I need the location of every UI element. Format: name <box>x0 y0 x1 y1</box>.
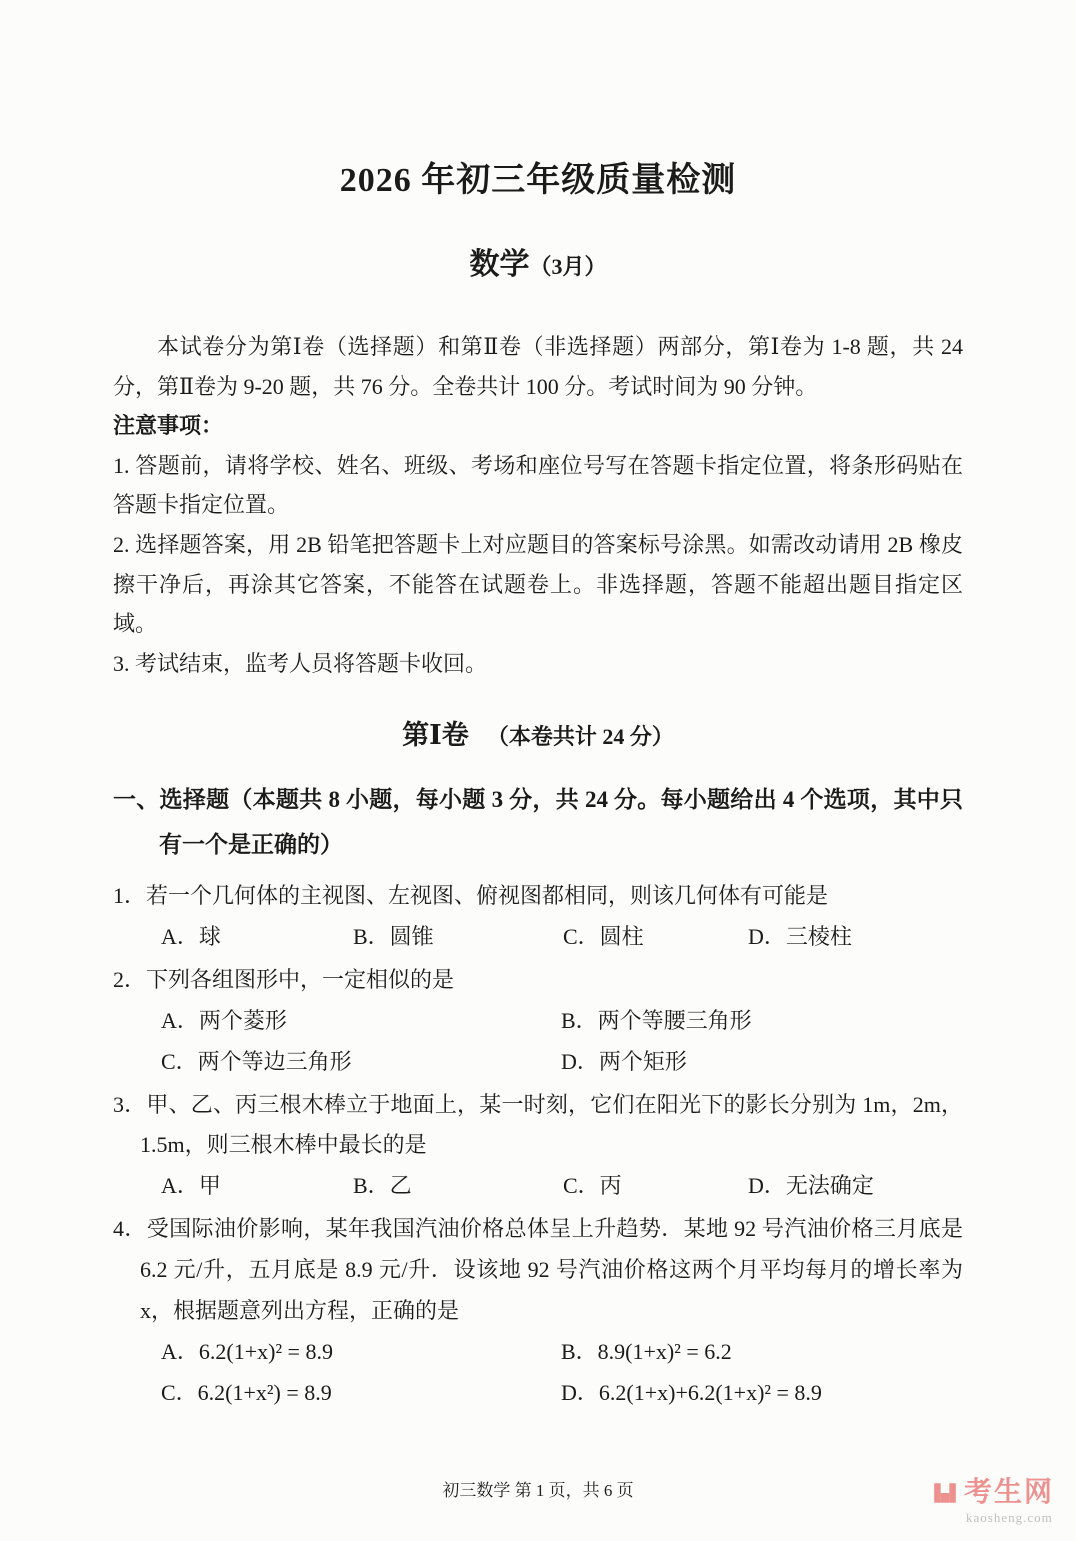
part1-label: 第Ⅰ卷 <box>402 720 469 751</box>
question-1-option-c: C．圆柱 <box>563 923 644 949</box>
question-1-options <box>113 917 963 958</box>
watermark-domain-text: kaosheng.com <box>965 1509 1053 1525</box>
watermark-brand-row <box>932 1478 1054 1509</box>
kaosheng-watermark <box>932 1478 1054 1525</box>
question-2-stem: 2．下列各组图形中，一定相似的是 <box>113 966 455 992</box>
notice-item-1: 1. 答题前，请将学校、姓名、班级、考场和座位号写在答题卡指定位置，将条形码贴在答题卡指定位置。 <box>113 452 963 518</box>
subject-month-note: （3月） <box>529 254 607 279</box>
kaosheng-logo-icon <box>932 1480 958 1506</box>
notice-item-3: 3. 考试结束，监考人员将答题卡收回。 <box>113 650 488 676</box>
question-2-option-c: C．两个等边三角形 <box>161 1048 352 1074</box>
notice-heading: 注意事项： <box>113 413 224 439</box>
question-1-option-b: B．圆锥 <box>353 923 434 949</box>
question-1 <box>113 876 963 958</box>
question-3-stem: 3．甲、乙、丙三根木棒立于地面上，某一时刻，它们在阳光下的影长分别为 1m，2m，1.5m，则三根木棒中最长的是 <box>113 1091 963 1158</box>
part1-heading <box>113 713 963 752</box>
part1-points-note: （本卷共计 24 分） <box>486 724 674 750</box>
question-2-option-b: B．两个等腰三角形 <box>561 1007 752 1033</box>
watermark-brand-text: 考生网 <box>963 1476 1054 1508</box>
question-2 <box>113 960 963 1083</box>
question-4-option-a: A．6.2(1+x)² = 8.9 <box>161 1339 333 1364</box>
question-2-options <box>113 1001 963 1083</box>
question-4-option-d: D．6.2(1+x)+6.2(1+x)² = 8.9 <box>561 1379 822 1405</box>
question-2-option-a: A．两个菱形 <box>161 1007 287 1033</box>
question-2-option-d: D．两个矩形 <box>561 1048 687 1074</box>
exam-intro-paragraph: 本试卷分为第Ⅰ卷（选择题）和第Ⅱ卷（非选择题）两部分，第Ⅰ卷为 1-8 题，共 24 分，第Ⅱ卷为 9-20 题，共 76 分。全卷共计 100 分。考试时间为 90 分钟。 <box>113 334 963 399</box>
question-3-option-d: D．无法确定 <box>748 1173 874 1199</box>
question-1-stem: 1．若一个几何体的主视图、左视图、俯视图都相同，则该几何体有可能是 <box>113 883 829 909</box>
question-1-option-a: A．球 <box>161 923 221 949</box>
section1-title: 一、选择题（本题共 8 小题，每小题 3 分，共 24 分。每小题给出 4 个选项，其中只有一个是正确的） <box>113 787 963 858</box>
question-3-option-b: B．乙 <box>353 1173 412 1199</box>
question-3-option-a: A．甲 <box>161 1173 221 1199</box>
question-3-options <box>113 1166 963 1207</box>
question-4-stem: 4．受国际油价影响，某年我国汽油价格总体呈上升趋势．某地 92 号汽油价格三月底是 6.2 元/升，五月底是 8.9 元/升．设该地 92 号汽油价格这两个月平均每月的增长率为 x，根据题意列出方程，正确的是 <box>113 1216 963 1324</box>
question-4 <box>113 1209 963 1414</box>
subject-name: 数学 <box>469 248 530 281</box>
page-title: 2026 年初三年级质量检测 <box>339 162 737 199</box>
question-4-options <box>113 1332 963 1414</box>
question-4-option-c: C．6.2(1+x²) = 8.9 <box>161 1379 332 1405</box>
question-3 <box>113 1085 963 1208</box>
subject-heading <box>113 239 963 283</box>
question-3-option-c: C．丙 <box>563 1173 622 1199</box>
question-4-option-b: B．8.9(1+x)² = 6.2 <box>561 1339 732 1364</box>
notice-item-2: 2. 选择题答案，用 2B 铅笔把答题卡上对应题目的答案标号涂黑。如需改动请用 2B 橡皮擦干净后，再涂其它答案，不能答在试题卷上。非选择题，答题不能超出题目指定区域。 <box>113 531 963 637</box>
question-1-option-d: D．三棱柱 <box>748 923 852 949</box>
page-number-footer: 初三数学 第 1 页，共 6 页 <box>442 1480 634 1500</box>
